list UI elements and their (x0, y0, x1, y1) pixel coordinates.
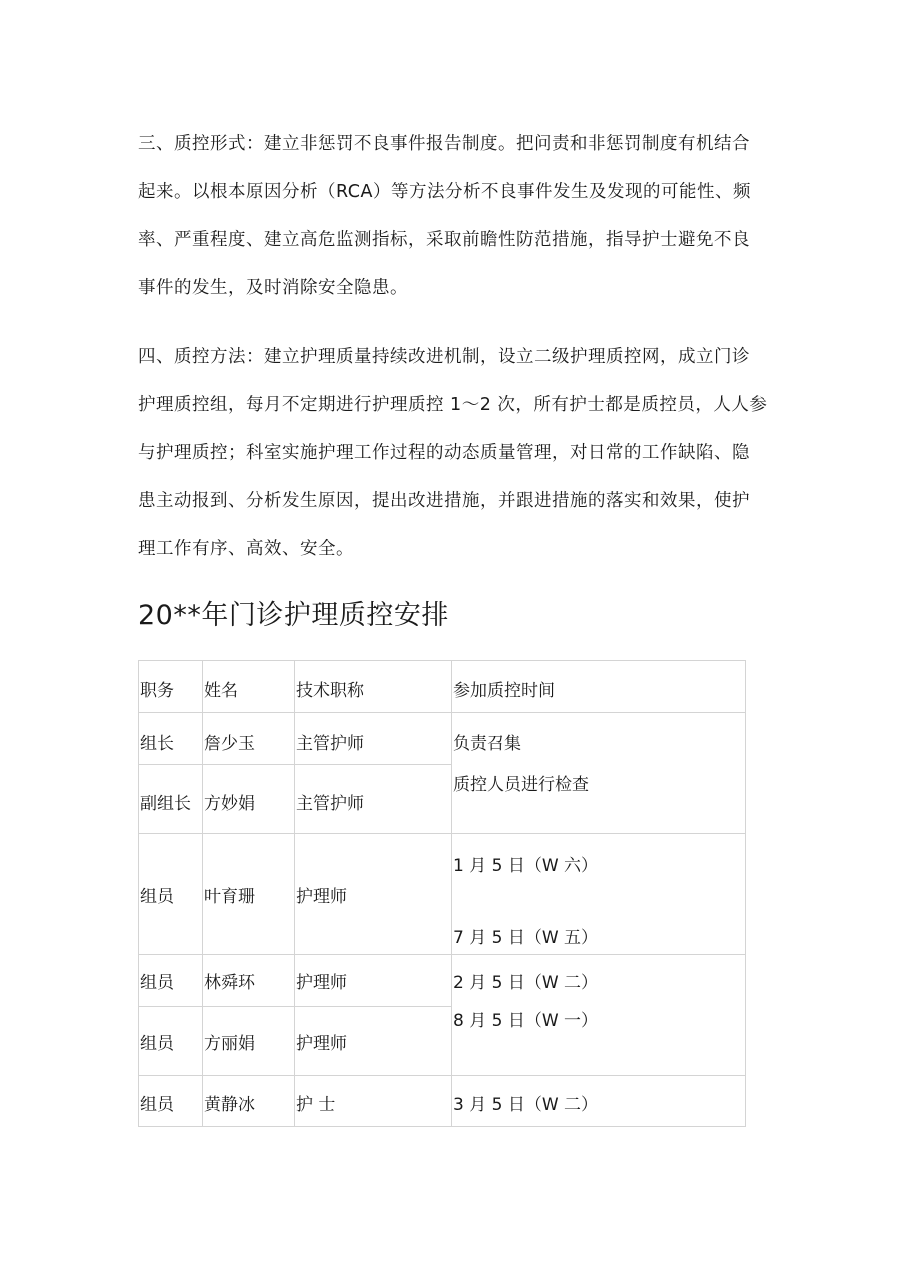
cell-title (295, 765, 452, 834)
cell-time (452, 1076, 746, 1127)
table-row (139, 834, 746, 955)
cell-text: 林舜环 (204, 973, 255, 993)
paragraph-line: 率、严重程度、建立高危监测指标，采取前瞻性防范措施，指导护士避免不良 (138, 230, 750, 250)
header-label: 姓名 (204, 681, 238, 701)
cell-text: 主管护师 (296, 794, 364, 814)
table-row (139, 713, 746, 765)
cell-title (295, 955, 452, 1007)
cell-role (139, 765, 203, 834)
cell-text: 8 月 5 日（W 一） (453, 1011, 599, 1031)
paragraph-line: 起来。以根本原因分析（RCA）等方法分析不良事件发生及发现的可能性、频 (138, 182, 751, 202)
paragraph-line: 护理质控组，每月不定期进行护理质控 1～2 次，所有护士都是质控员，人人参 (138, 395, 768, 415)
cell-title (295, 1076, 452, 1127)
cell-name (203, 1076, 295, 1127)
paragraph-line: 四、质控方法：建立护理质量持续改进机制，设立二级护理质控网，成立门诊 (138, 347, 750, 367)
cell-role (139, 1076, 203, 1127)
header-cell-title (295, 661, 452, 713)
cell-name (203, 713, 295, 765)
paragraph-line: 与护理质控；科室实施护理工作过程的动态质量管理，对日常的工作缺陷、隐 (138, 443, 750, 463)
section-quality-control-form (138, 120, 778, 312)
cell-text: 护理师 (296, 973, 347, 993)
cell-text: 组员 (140, 1095, 174, 1115)
cell-text: 3 月 5 日（W 二） (453, 1095, 599, 1115)
cell-text: 1 月 5 日（W 六） (453, 856, 599, 876)
table-row (139, 955, 746, 1007)
section-quality-control-method (138, 333, 778, 573)
cell-text: 7 月 5 日（W 五） (453, 928, 599, 948)
paragraph-line: 事件的发生，及时消除安全隐患。 (138, 278, 408, 298)
cell-text: 护理师 (296, 1034, 347, 1054)
cell-text: 主管护师 (296, 734, 364, 754)
cell-text: 组员 (140, 1034, 174, 1054)
schedule-table (138, 660, 746, 1127)
cell-role (139, 834, 203, 955)
cell-text: 负责召集 (453, 734, 521, 754)
cell-text: 组员 (140, 973, 174, 993)
cell-text: 2 月 5 日（W 二） (453, 973, 599, 993)
header-cell-time (452, 661, 746, 713)
cell-text: 护理师 (296, 887, 347, 907)
cell-text: 詹少玉 (204, 734, 255, 754)
cell-time-merged (452, 713, 746, 834)
cell-text: 质控人员进行检查 (453, 775, 589, 795)
cell-name (203, 834, 295, 955)
cell-role (139, 1007, 203, 1076)
header-label: 职务 (140, 681, 174, 701)
cell-role (139, 713, 203, 765)
cell-role (139, 955, 203, 1007)
cell-text: 副组长 (140, 794, 191, 814)
table-row (139, 1076, 746, 1127)
cell-text: 方丽娟 (204, 1034, 255, 1054)
cell-name (203, 955, 295, 1007)
cell-text: 组员 (140, 887, 174, 907)
schedule-title: 20**年门诊护理质控安排 (138, 600, 449, 631)
header-label: 参加质控时间 (453, 681, 555, 701)
cell-text: 组长 (140, 734, 174, 754)
header-cell-name (203, 661, 295, 713)
header-label: 技术职称 (296, 681, 364, 701)
cell-name (203, 1007, 295, 1076)
cell-title (295, 713, 452, 765)
paragraph-line: 理工作有序、高效、安全。 (138, 539, 354, 559)
cell-text: 黄静冰 (204, 1095, 255, 1115)
cell-text: 护 士 (296, 1095, 336, 1115)
cell-title (295, 834, 452, 955)
cell-text: 方妙娟 (204, 794, 255, 814)
cell-name (203, 765, 295, 834)
cell-time-merged (452, 955, 746, 1076)
table-header-row (139, 661, 746, 713)
header-cell-role (139, 661, 203, 713)
cell-text: 叶育珊 (204, 887, 255, 907)
cell-time (452, 834, 746, 955)
paragraph-line: 患主动报到、分析发生原因，提出改进措施，并跟进措施的落实和效果，使护 (138, 491, 750, 511)
paragraph-line: 三、质控形式：建立非惩罚不良事件报告制度。把问责和非惩罚制度有机结合 (138, 134, 750, 154)
cell-title (295, 1007, 452, 1076)
